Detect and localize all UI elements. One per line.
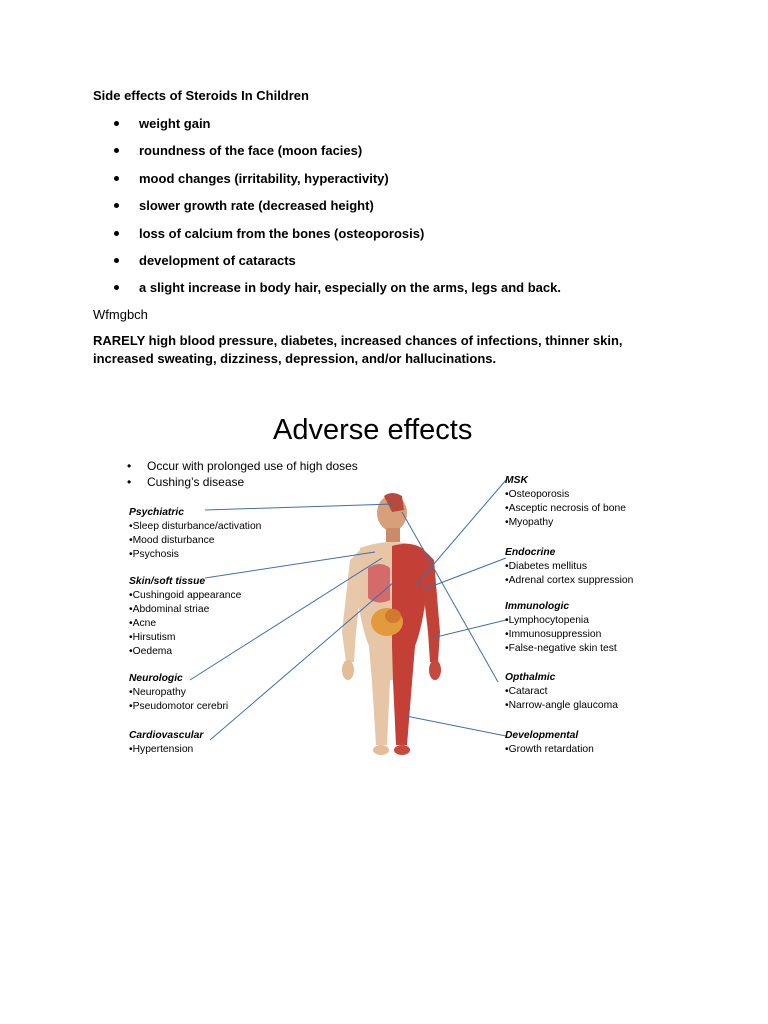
- bullet-icon: [114, 176, 119, 181]
- list-item: loss of calcium from the bones (osteoporosis): [93, 224, 673, 251]
- bullet-icon: [114, 203, 119, 208]
- bullet-icon: [114, 231, 119, 236]
- category-endocrine: Endocrine •Diabetes mellitus •Adrenal cortex suppression: [505, 547, 634, 586]
- figure-title: Adverse effects: [273, 414, 473, 446]
- list-item: development of cataracts: [93, 251, 673, 278]
- category-msk: MSK •Osteoporosis •Asceptic necrosis of bone •Myopathy: [505, 475, 626, 528]
- bullet-icon: [114, 258, 119, 263]
- rarely-paragraph: RARELY high blood pressure, diabetes, increased chances of infections, thinner skin, increased sweating, dizziness, depression, and/or hallucinations.: [93, 333, 623, 366]
- category-developmental: Developmental •Growth retardation: [505, 730, 594, 755]
- category-opthalmic: Opthalmic •Cataract •Narrow-angle glaucoma: [505, 672, 618, 711]
- category-immunologic: Immunologic •Lymphocytopenia •Immunosuppression •False-negative skin test: [505, 601, 617, 654]
- list-item: mood changes (irritability, hyperactivity): [93, 169, 673, 196]
- list-item: weight gain: [93, 114, 673, 141]
- bullet-icon: [114, 285, 119, 290]
- category-cardiovascular: Cardiovascular •Hypertension: [129, 730, 204, 755]
- side-effects-list: [93, 114, 673, 306]
- figure-bullets: [127, 458, 358, 490]
- list-item: • Occur with prolonged use of high doses: [127, 458, 358, 474]
- document-text: [93, 86, 673, 306]
- note-line: Wfmgbch: [93, 307, 148, 322]
- list-item: • Cushing’s disease: [127, 474, 358, 490]
- doc-title: Side effects of Steroids In Children: [93, 88, 309, 103]
- adverse-effects-figure: [110, 400, 670, 770]
- category-psychiatric: Psychiatric •Sleep disturbance/activation •Mood disturbance •Psychosis: [129, 507, 262, 560]
- bullet-icon: [114, 121, 119, 126]
- category-neurologic: Neurologic •Neuropathy •Pseudomotor cerebri: [129, 673, 229, 712]
- body-figure: [342, 493, 441, 755]
- list-item: slower growth rate (decreased height): [93, 196, 673, 223]
- category-skin-soft-tissue: Skin/soft tissue •Cushingoid appearance •Abdominal striae •Acne •Hirsutism •Oedema: [129, 576, 242, 657]
- list-item: roundness of the face (moon facies): [93, 141, 673, 168]
- bullet-icon: [114, 148, 119, 153]
- list-item: a slight increase in body hair, especially on the arms, legs and back.: [93, 278, 673, 305]
